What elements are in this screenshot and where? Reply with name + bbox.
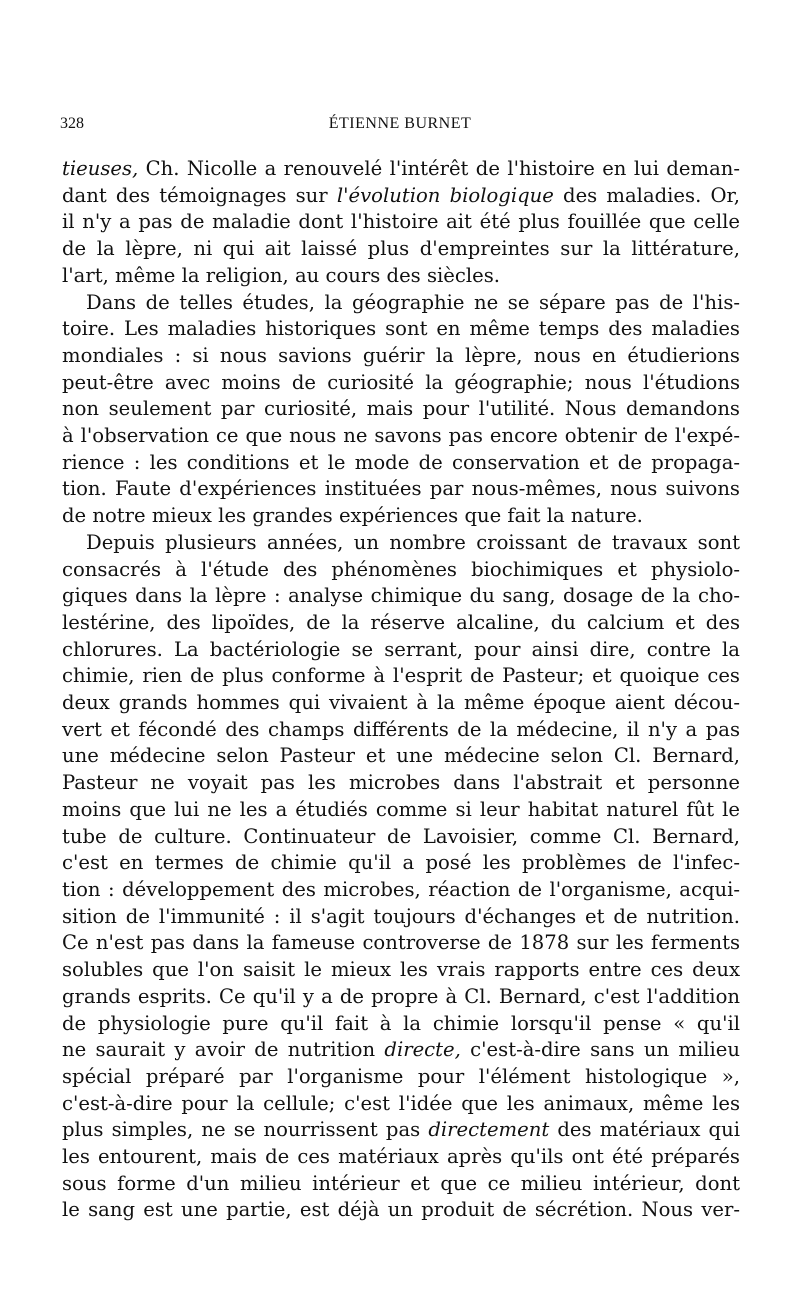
text-line: Pasteur ne voyait pas les microbes dans l'abstrait et personne (62, 771, 740, 795)
text-line: Ce n'est pas dans la fameuse controverse de 1878 sur les ferments (62, 931, 740, 955)
text-line: giques dans la lèpre : analyse chimique du sang, dosage de la cho- (62, 584, 740, 608)
running-title: ÉTIENNE BURNET (328, 115, 472, 132)
text-line: non seulement par curiosité, mais pour l'utilité. Nous demandons (62, 397, 740, 421)
text-line: moins que lui ne les a étudiés comme si leur habitat naturel fût le (62, 797, 740, 821)
text-line: solubles que l'on saisit le mieux les vrais rapports entre ces deux (62, 958, 740, 982)
text-line: mondiales : si nous savions guérir la lèpre, nous en étudierions (62, 343, 740, 367)
text-line: c'est en termes de chimie qu'il a posé les problèmes de l'infec- (62, 851, 740, 875)
text-line: les entourent, mais de ces matériaux après qu'ils ont été préparés (62, 1145, 740, 1169)
text-line: rience : les conditions et le mode de conservation et de propaga- (62, 450, 740, 474)
text-line: de notre mieux les grandes expériences que fait la nature. (62, 504, 643, 528)
text-line: l'art, même la religion, au cours des siècles. (62, 263, 500, 287)
text-line: sous forme d'un milieu intérieur et que ce milieu intérieur, dont (62, 1171, 740, 1195)
text-line: spécial préparé par l'organisme pour l'élément histologique », (62, 1064, 740, 1088)
text-line: chimie, rien de plus conforme à l'esprit de Pasteur; et quoique ces (62, 664, 740, 688)
text-line: toire. Les maladies historiques sont en même temps des maladies (62, 317, 740, 341)
text-line: deux grands hommes qui vivaient à la même époque aient décou- (62, 691, 740, 715)
text-line: de la lèpre, ni qui ait laissé plus d'empreintes sur la littérature, (62, 237, 740, 261)
text-line: à l'observation ce que nous ne savons pas encore obtenir de l'expé- (62, 424, 740, 448)
page-number: 328 (60, 115, 84, 132)
text-line: peut-être avec moins de curiosité la géographie; nous l'étudions (62, 370, 740, 394)
text-line: vert et fécondé des champs différents de la médecine, il n'y a pas (62, 717, 740, 741)
text-line: dant des témoignages sur l'évolution biologique des maladies. Or, (62, 183, 741, 207)
text-line: le sang est une partie, est déjà un produit de sécrétion. Nous ver- (62, 1198, 740, 1222)
text-line: tube de culture. Continuateur de Lavoisier, comme Cl. Bernard, (62, 824, 740, 848)
text-line: tion. Faute d'expériences instituées par nous-mêmes, nous suivons (62, 477, 740, 501)
text-line: sition de l'immunité : il s'agit toujours d'échanges et de nutrition. (62, 904, 740, 928)
text-line: c'est-à-dire pour la cellule; c'est l'idée que les animaux, même les (62, 1091, 740, 1115)
text-line: ne saurait y avoir de nutrition directe, c'est-à-dire sans un milieu (62, 1038, 740, 1062)
text-line: de physiologie pure qu'il fait à la chimie lorsqu'il pense « qu'il (62, 1011, 740, 1035)
text-line: il n'y a pas de maladie dont l'histoire ait été plus fouillée que celle (62, 210, 740, 234)
text-line: tieuses, Ch. Nicolle a renouvelé l'intérêt de l'histoire en lui deman- (62, 157, 740, 180)
text-line: plus simples, ne se nourrissent pas directement des matériaux qui (62, 1118, 740, 1142)
text-line: grands esprits. Ce qu'il y a de propre à Cl. Bernard, c'est l'addition (62, 984, 740, 1008)
text-line: lestérine, des lipoïdes, de la réserve alcaline, du calcium et des (62, 610, 740, 634)
text-line: Dans de telles études, la géographie ne se sépare pas de l'his- (86, 290, 740, 314)
text-line: Depuis plusieurs années, un nombre croissant de travaux sont (86, 530, 740, 554)
text-line: consacrés à l'étude des phénomènes biochimiques et physiolo- (62, 557, 740, 581)
text-line: chlorures. La bactériologie se serrant, pour ainsi dire, contre la (62, 637, 740, 661)
body-text (62, 156, 740, 1224)
text-line: tion : développement des microbes, réaction de l'organisme, acqui- (62, 877, 740, 901)
text-line: une médecine selon Pasteur et une médecine selon Cl. Bernard, (62, 744, 740, 768)
